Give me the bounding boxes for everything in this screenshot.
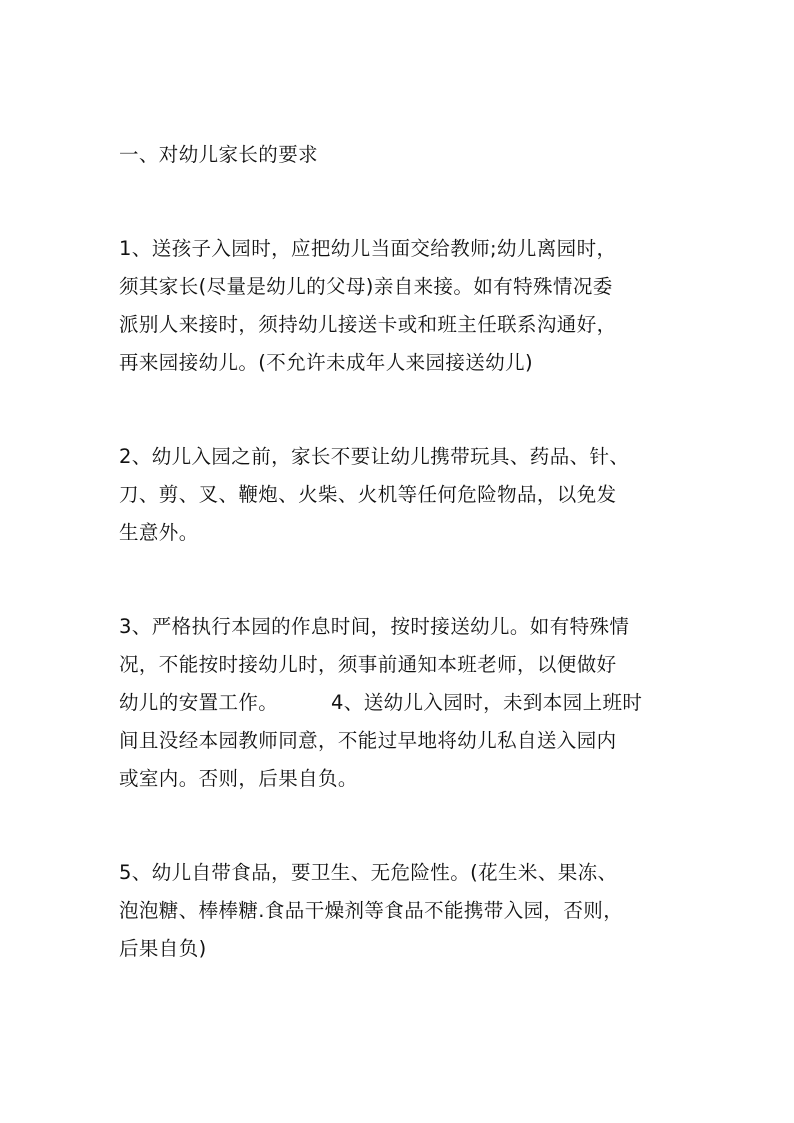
paragraph-line: 2、幼儿入园之前，家长不要让幼儿携带玩具、药品、针、 <box>119 445 630 468</box>
paragraph-line: 况，不能按时接幼儿时，须事前通知本班老师，以便做好 <box>119 653 617 676</box>
section-heading: 一、对幼儿家长的要求 <box>119 143 319 166</box>
paragraph-1 <box>119 230 679 382</box>
paragraph-line: 再来园接幼儿。(不允许未成年人来园接送幼儿) <box>119 351 534 374</box>
paragraph-line: 或室内。否则，后果自负。 <box>119 767 358 790</box>
paragraph-line: 后果自负) <box>119 937 207 960</box>
paragraph-line: 生意外。 <box>119 521 199 544</box>
paragraph-line: 间且没经本园教师同意，不能过早地将幼儿私自送入园内 <box>119 729 617 752</box>
paragraph-line: 须其家长(尽量是幼儿的父母)亲自来接。如有特殊情况委 <box>119 275 613 298</box>
spacer <box>119 382 679 438</box>
paragraph-line: 5、幼儿自带食品，要卫生、无危险性。(花生米、果冻、 <box>119 861 618 884</box>
paragraph-line: 3、严格执行本园的作息时间，按时接送幼儿。如有特殊情 <box>119 615 630 638</box>
paragraph-line: 派别人来接时，须持幼儿接送卡或和班主任联系沟通好， <box>119 313 617 336</box>
spacer <box>119 798 679 854</box>
spacer <box>119 552 679 608</box>
paragraph-line: 幼儿的安置工作。 4、送幼儿入园时，未到本园上班时 <box>119 691 643 714</box>
paragraph-line: 1、送孩子入园时，应把幼儿当面交给教师;幼儿离园时， <box>119 237 617 260</box>
paragraph-3 <box>119 608 679 798</box>
document-body <box>119 136 679 968</box>
paragraph-line: 泡泡糖、棒棒糖.食品干燥剂等食品不能携带入园，否则， <box>119 899 624 922</box>
paragraph-line: 刀、剪、叉、鞭炮、火柴、火机等任何危险物品，以免发 <box>119 483 617 506</box>
spacer <box>119 174 679 230</box>
paragraph-2 <box>119 438 679 552</box>
paragraph-4 <box>119 854 679 968</box>
